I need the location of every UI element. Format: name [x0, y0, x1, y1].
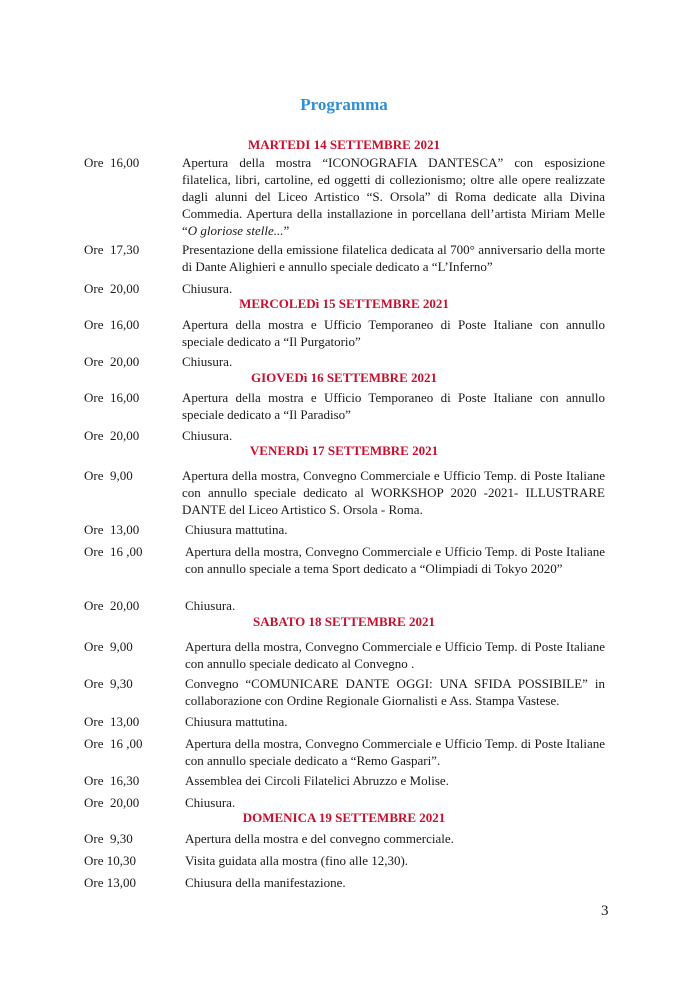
day-heading-friday: VENERDì 17 SETTEMBRE 2021 — [249, 443, 439, 458]
time-label: Ore 13,00 — [84, 875, 136, 890]
event-description: Chiusura. — [182, 428, 233, 443]
artwork-title: O gloriose stelle... — [187, 223, 284, 238]
event-description: Chiusura. — [182, 354, 233, 369]
time-label: Ore 20,00 — [84, 598, 140, 613]
time-label: Ore 20,00 — [84, 281, 140, 296]
event-description: Convegno “COMUNICARE DANTE OGGI: UNA SFIDA POSSIBILE” in collaborazione con Ordine Regionale Giornalisti e Ass. Stampa Vastese. — [185, 676, 605, 708]
event-description: Chiusura. — [185, 598, 236, 613]
day-heading-wednesday: MERCOLEDì 15 SETTEMBRE 2021 — [239, 296, 449, 311]
time-label: Ore 9,30 — [84, 831, 133, 846]
day-heading-tuesday: MARTEDI 14 SETTEMBRE 2021 — [247, 137, 441, 152]
day-heading-sunday: DOMENICA 19 SETTEMBRE 2021 — [242, 810, 446, 825]
event-description: Apertura della mostra e del convegno commerciale. — [185, 831, 454, 846]
event-description: Apertura della mostra “ICONOGRAFIA DANTESCA” con esposizione filatelica, libri, cartoline, ed oggetti di collezionismo; oltre alle opere realizzate dagli alunni del Liceo Artistico “S. Orsola” di Roma dedicate alla Divina Commedia. Apertura della installazione in porcellana dell’artista Miriam Melle “O gloriose stelle...” — [182, 155, 605, 238]
time-label: Ore 10,30 — [84, 853, 136, 868]
day-heading-saturday: SABATO 18 SETTEMBRE 2021 — [253, 614, 435, 629]
event-description: Chiusura mattutina. — [185, 522, 288, 537]
time-label: Ore 9,00 — [84, 468, 133, 483]
time-label: Ore 20,00 — [84, 795, 140, 810]
event-description: Chiusura. — [185, 795, 236, 810]
event-description: Visita guidata alla mostra (fino alle 12,30). — [185, 853, 409, 868]
event-description: Apertura della mostra e Ufficio Temporaneo di Poste Italiane con annullo speciale dedicato a “Il Paradiso” — [182, 390, 605, 422]
event-description: Presentazione della emissione filatelica dedicata al 700° anniversario della morte di Dante Alighieri e annullo speciale dedicato a “L’Inferno” — [182, 242, 605, 274]
event-description: Apertura della mostra e Ufficio Temporaneo di Poste Italiane con annullo speciale dedicato a “Il Purgatorio” — [182, 317, 605, 349]
time-label: Ore 20,00 — [84, 428, 140, 443]
time-label: Ore 16,00 — [84, 155, 140, 170]
time-label: Ore 13,00 — [84, 522, 140, 537]
event-description: Apertura della mostra, Convegno Commerciale e Ufficio Temp. di Poste Italiane con annullo speciale dedicato al WORKSHOP 2020 -2021- ILLUSTRARE DANTE del Liceo Artistico S. Orsola - Roma. — [182, 468, 605, 517]
page-number: 3 — [601, 903, 609, 919]
event-description: Apertura della mostra, Convegno Commerciale e Ufficio Temp. di Poste Italiane con annullo speciale a tema Sport dedicato a “Olimpiadi di Tokyo 2020” — [185, 544, 605, 576]
time-label: Ore 13,00 — [84, 714, 140, 729]
event-description: Apertura della mostra, Convegno Commerciale e Ufficio Temp. di Poste Italiane con annullo speciale dedicato al Convegno . — [185, 639, 605, 671]
time-label: Ore 16 ,00 — [84, 736, 143, 751]
event-description: Chiusura. — [182, 281, 233, 296]
day-heading-thursday: GIOVEDì 16 SETTEMBRE 2021 — [250, 370, 437, 385]
page-title: Programma — [300, 95, 388, 114]
time-label: Ore 17,30 — [84, 242, 140, 257]
event-description: Assemblea dei Circoli Filatelici Abruzzo e Molise. — [185, 773, 449, 788]
event-description: Chiusura della manifestazione. — [185, 875, 346, 890]
time-label: Ore 9,00 — [84, 639, 133, 654]
time-label: Ore 16,30 — [84, 773, 140, 788]
event-description: Apertura della mostra, Convegno Commerciale e Ufficio Temp. di Poste Italiane con annullo speciale dedicato a “Remo Gaspari”. — [185, 736, 605, 768]
time-label: Ore 16,00 — [84, 390, 140, 405]
event-description: Chiusura mattutina. — [185, 714, 288, 729]
time-label: Ore 16,00 — [84, 317, 140, 332]
time-label: Ore 16 ,00 — [84, 544, 143, 559]
time-label: Ore 9,30 — [84, 676, 133, 691]
time-label: Ore 20,00 — [84, 354, 140, 369]
